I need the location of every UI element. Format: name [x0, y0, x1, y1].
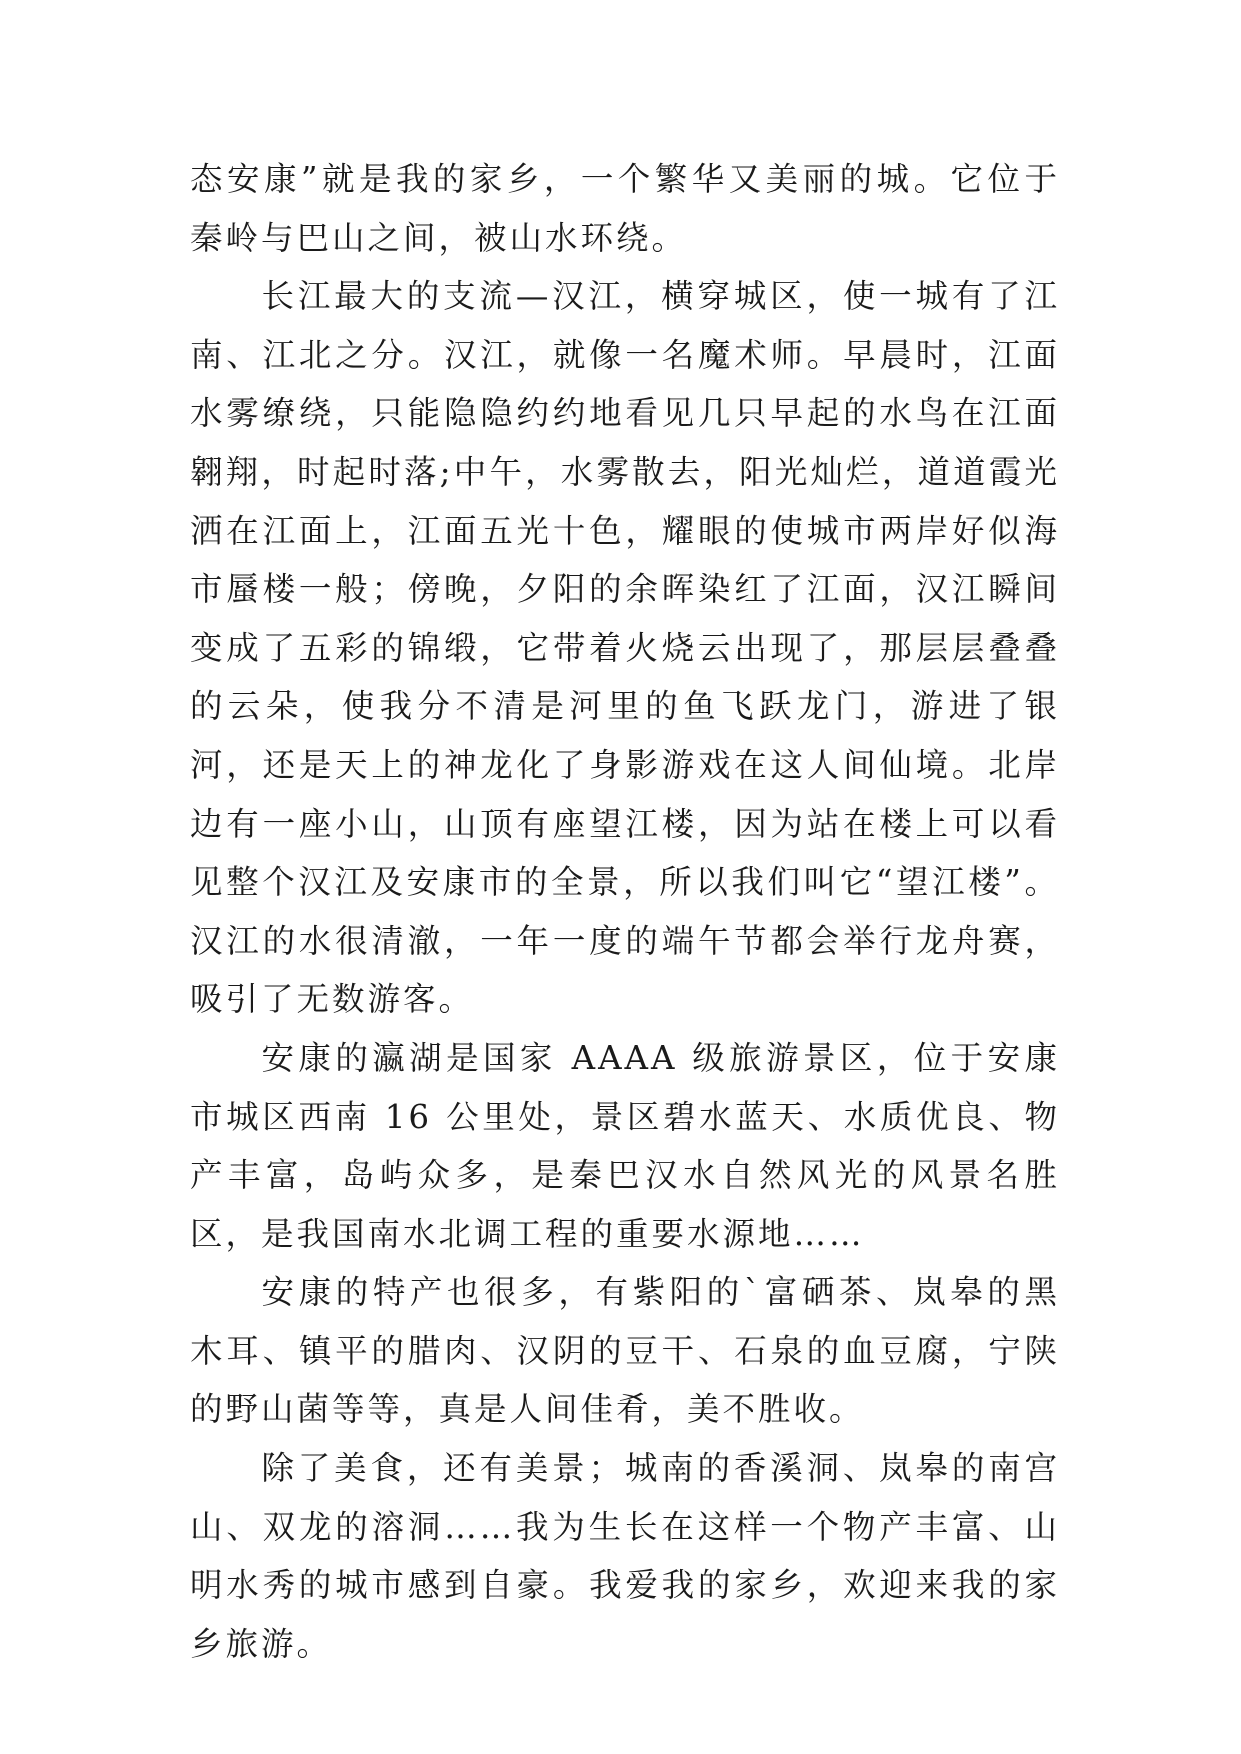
paragraph-local-specialties: 安康的特产也很多，有紫阳的`富硒茶、岚皋的黑木耳、镇平的腊肉、汉阴的豆干、石泉的血豆腐，宁陕的野山菌等等，真是人间佳肴，美不胜收。	[190, 1273, 1060, 1429]
paragraph-ying-lake: 安康的瀛湖是国家 AAAA 级旅游景区，位于安康市城区西南 16 公里处，景区碧水蓝天、水质优良、物产丰富，岛屿众多，是秦巴汉水自然风光的风景名胜区，是我国南水北调工程的重要水源地……	[190, 1038, 1060, 1253]
document-body	[190, 150, 1060, 1673]
paragraph-scenery-conclusion: 除了美食，还有美景；城南的香溪洞、岚皋的南宫山、双龙的溶洞……我为生长在这样一个物产丰富、山明水秀的城市感到自豪。我爱我的家乡，欢迎来我的家乡旅游。	[190, 1449, 1060, 1663]
paragraph-intro-continuation: 态安康”就是我的家乡，一个繁华又美丽的城。它位于秦岭与巴山之间，被山水环绕。	[190, 160, 1060, 257]
paragraph-han-river: 长江最大的支流—汉江，横穿城区，使一城有了江南、江北之分。汉江，就像一名魔术师。早晨时，江面水雾缭绕，只能隐隐约约地看见几只早起的水鸟在江面翱翔，时起时落;中午，水雾散去，阳光灿烂，道道霞光洒在江面上，江面五光十色，耀眼的使城市两岸好似海市蜃楼一般；傍晚，夕阳的余晖染红了江面，汉江瞬间变成了五彩的锦缎，它带着火烧云出现了，那层层叠叠的云朵，使我分不清是河里的鱼飞跃龙门，游进了银河，还是天上的神龙化了身影游戏在这人间仙境。北岸边有一座小山，山顶有座望江楼，因为站在楼上可以看见整个汉江及安康市的全景，所以我们叫它“望江楼”。汉江的水很清澈，一年一度的端午节都会举行龙舟赛，吸引了无数游客。	[190, 277, 1060, 1019]
